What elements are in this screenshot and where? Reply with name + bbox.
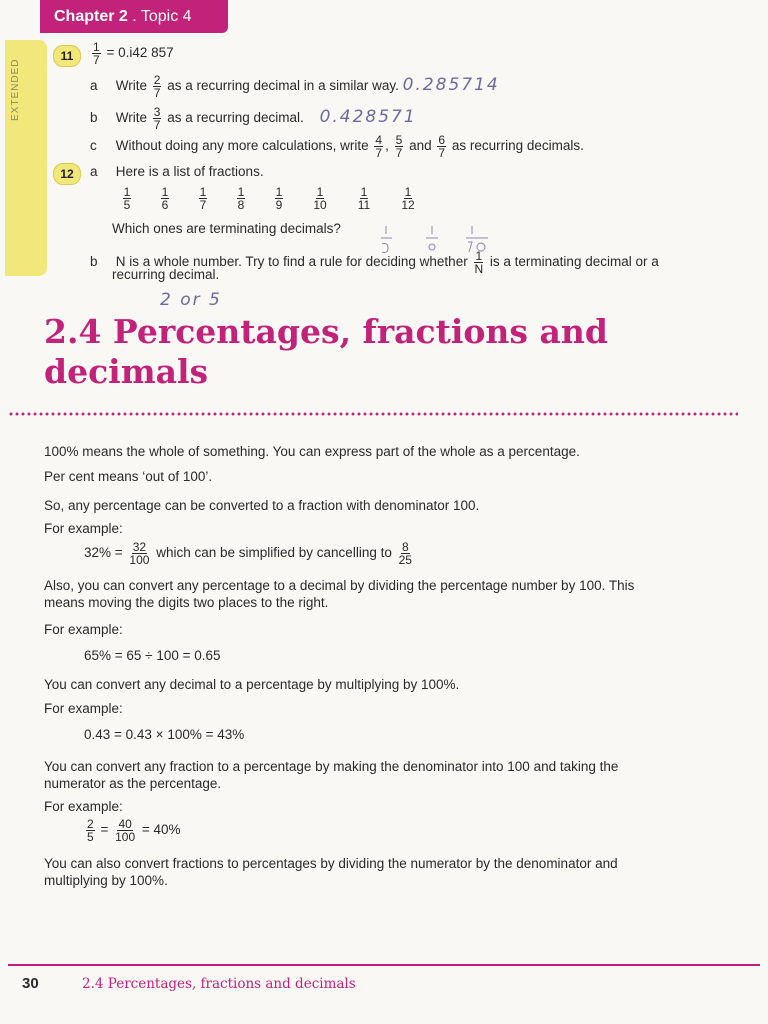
- fraction: $\frac{1}{10}$: [313, 185, 327, 212]
- example-1: 32% = $\frac{32}{100}$ which can be simplified by cancelling to $\frac{8}{25}$: [84, 540, 412, 567]
- fraction: $\frac{1}{N}$: [474, 249, 484, 276]
- for-example-label: For example:: [44, 799, 123, 814]
- fraction: $\frac{1}{7}$: [93, 40, 100, 67]
- fraction-list: [108, 186, 430, 211]
- chapter-label: Chapter 2: [54, 8, 128, 25]
- fraction: $\frac{3}{7}$: [153, 105, 161, 132]
- fraction: $\frac{1}{9}$: [275, 185, 283, 212]
- q12a: a Here is a list of fractions.: [90, 164, 264, 179]
- extended-label: EXTENDED: [10, 58, 21, 122]
- paragraph: You can convert any fraction to a percentage by making the denominator into 100 and taking the: [44, 759, 619, 774]
- fraction: $\frac{1}{8}$: [237, 185, 245, 212]
- q11c: c Without doing any more calculations, write $\frac{4}{7}$ , $\frac{5}{7}$ and $\frac{6}{7}$ as recurring decimals.: [90, 133, 584, 160]
- q11b: b Write $\frac{3}{7}$ as a recurring decimal. 0.428571: [90, 105, 417, 132]
- fraction: $\frac{1}{5}$: [123, 185, 131, 212]
- fraction: $\frac{2}{7}$: [153, 73, 161, 100]
- example-2: 65% = 65 ÷ 100 = 0.65: [84, 648, 221, 663]
- q11-intro-value: = 0.i42 857: [106, 45, 174, 61]
- fraction: $\frac{8}{25}$: [398, 540, 412, 567]
- handwritten-answer: 2 or 5: [160, 290, 222, 310]
- fraction: $\frac{32}{100}$: [129, 540, 150, 567]
- for-example-label: For example:: [44, 622, 123, 637]
- example-4: $\frac{2}{5}$ = $\frac{40}{100}$ = 40%: [87, 817, 181, 844]
- fraction: $\frac{40}{100}$: [115, 817, 136, 844]
- q12b: b N is a whole number. Try to find a rule for deciding whether $\frac{1}{N}$ is a terminating decimal or a: [90, 249, 659, 276]
- q12a-question: Which ones are terminating decimals?: [112, 221, 341, 236]
- question-number-11: 11: [53, 45, 81, 67]
- paragraph: multiplying by 100%.: [44, 873, 168, 888]
- for-example-label: For example:: [44, 521, 123, 536]
- q11a: a Write $\frac{2}{7}$ as a recurring decimal in a similar way. 0.285714: [90, 73, 500, 100]
- fraction: $\frac{4}{7}$: [375, 133, 383, 160]
- paragraph: You can also convert fractions to percentages by dividing the numerator by the denominator and: [44, 856, 618, 871]
- fraction: $\frac{5}{7}$: [395, 133, 403, 160]
- paragraph: So, any percentage can be converted to a fraction with denominator 100.: [44, 498, 480, 513]
- question-number-12: 12: [53, 163, 81, 185]
- dotted-divider: [8, 412, 738, 416]
- q11-intro: [90, 41, 174, 66]
- fraction: $\frac{1}{7}$: [199, 185, 207, 212]
- fraction: $\frac{1}{12}$: [401, 185, 415, 212]
- handwritten-answer: 0.285714: [402, 75, 500, 96]
- paragraph: Also, you can convert any percentage to a decimal by dividing the percentage number by 100. This: [44, 578, 635, 593]
- fraction: $\frac{6}{7}$: [438, 133, 446, 160]
- fraction: $\frac{2}{5}$: [87, 817, 94, 844]
- chapter-header: [40, 0, 228, 33]
- paragraph: You can convert any decimal to a percentage by multiplying by 100%.: [44, 677, 460, 692]
- fraction: $\frac{1}{11}$: [357, 185, 371, 212]
- footer-section-title: 2.4 Percentages, fractions and decimals: [82, 976, 356, 992]
- example-3: 0.43 = 0.43 × 100% = 43%: [84, 727, 245, 742]
- paragraph: numerator as the percentage.: [44, 776, 222, 791]
- section-title: 2.4 Percentages, fractions and decimals: [44, 312, 608, 391]
- paragraph: Per cent means ‘out of 100’.: [44, 469, 213, 484]
- paragraph: means moving the digits two places to the right.: [44, 595, 329, 610]
- handwritten-answer: 0.428571: [319, 107, 417, 128]
- paragraph: 100% means the whole of something. You can express part of the whole as a percentage.: [44, 444, 580, 459]
- fraction: $\frac{1}{6}$: [161, 185, 169, 212]
- topic-label: . Topic 4: [132, 8, 192, 25]
- q12b-line2: recurring decimal.: [112, 267, 220, 282]
- footer-rule: [8, 964, 760, 966]
- for-example-label: For example:: [44, 701, 123, 716]
- page-number: 30: [22, 975, 39, 992]
